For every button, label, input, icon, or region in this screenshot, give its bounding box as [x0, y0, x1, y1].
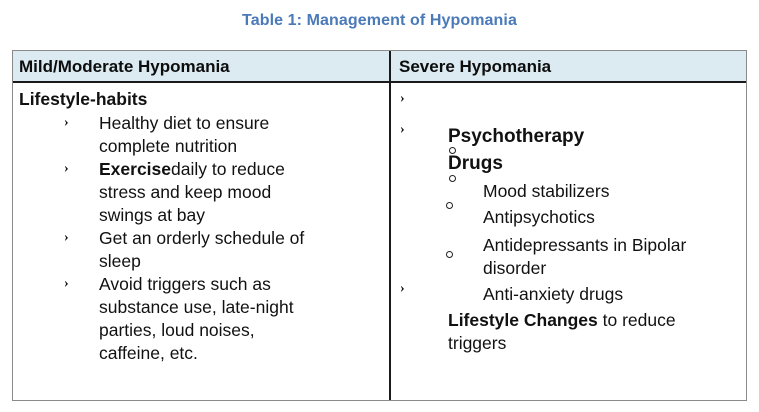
list-item-line: Antidepressants in Bipolar: [483, 235, 687, 255]
list-item-line: caffeine, etc.: [99, 343, 198, 363]
list-item-line: sleep: [99, 251, 141, 271]
list-item-line: swings at bay: [99, 205, 206, 225]
list-item-line: Mood stabilizers: [483, 181, 610, 201]
bullet-chevron-icon: ›: [64, 230, 69, 245]
list-item-line: parties, loud noises,: [99, 320, 255, 340]
lifestyle-changes-line: [448, 310, 676, 330]
lifestyle-changes-line: triggers: [448, 333, 507, 353]
list-item-line: [99, 159, 285, 179]
page-title: Table 1: Management of Hypomania: [242, 12, 517, 29]
lifestyle-changes-rest: to reduce: [597, 310, 676, 330]
column-header-severe: Severe Hypomania: [399, 57, 552, 76]
table-header-row: [13, 51, 746, 83]
psychotherapy-heading: Psychotherapy: [448, 126, 585, 147]
list-item-line: Healthy diet to ensure: [99, 113, 270, 133]
exercise-emphasis: Exercise: [99, 159, 172, 179]
column-header-mild-moderate: Mild/Moderate Hypomania: [19, 57, 230, 76]
list-item-line: Avoid triggers such as: [99, 274, 271, 294]
lifestyle-habits-heading: Lifestyle-habits: [19, 89, 148, 109]
bullet-chevron-icon: ›: [400, 122, 405, 137]
list-item-line: Antipsychotics: [483, 207, 595, 227]
sub-bullet-circle-icon: [446, 251, 453, 258]
list-item-line: substance use, late-night: [99, 297, 294, 317]
list-item-line: Get an orderly schedule of: [99, 228, 305, 248]
sub-bullet-circle-icon: [446, 202, 453, 209]
cell-severe-hypomania: [391, 85, 746, 400]
lifestyle-changes-emphasis: Lifestyle Changes: [448, 310, 598, 330]
list-item-line-rest: daily to reduce: [171, 159, 285, 179]
drugs-heading: Drugs: [448, 153, 503, 174]
list-item-line: Anti-anxiety drugs: [483, 284, 624, 304]
sub-bullet-circle-icon: [449, 175, 456, 182]
bullet-chevron-icon: ›: [64, 276, 69, 291]
cell-mild-moderate-hypomania: [13, 85, 389, 400]
bullet-chevron-icon: ›: [64, 115, 69, 130]
bullet-chevron-icon: ›: [400, 281, 405, 296]
list-item-line: disorder: [483, 258, 547, 278]
list-item-line: complete nutrition: [99, 136, 238, 156]
bullet-chevron-icon: ›: [400, 91, 405, 106]
list-item-line: stress and keep mood: [99, 182, 272, 202]
bullet-chevron-icon: ›: [64, 161, 69, 176]
management-of-hypomania-table: [12, 50, 747, 401]
